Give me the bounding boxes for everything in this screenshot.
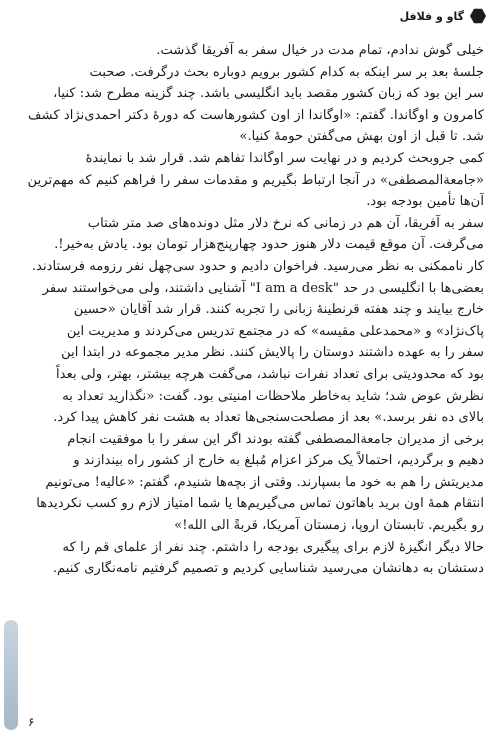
running-header (400, 8, 486, 24)
text-line: بالای ده نفر برسد.» بعد از مصلحت‌سنجی‌ها تعداد به هشت نفر کاهش پیدا کرد. (53, 410, 484, 426)
text-line: جلسهٔ بعد بر سر اینکه به کدام کشور برویم دوباره بحث درگرفت. صحبت (89, 64, 484, 80)
text-line: خیلی گوش ندادم، تمام مدت در خیال سفر به آفریقا گذشت. (156, 43, 484, 58)
text-line: برخی از مدیران جامعة‌المصطفی گفته بودند اگر این سفر را با موفقیت انجام (67, 431, 484, 447)
text-line: نظرش عوض شد؛ شاید به‌خاطر ملاحظات امنیتی بود. گفت: «نگذارید تعداد به (62, 388, 484, 404)
body-text (22, 40, 484, 580)
text-line: کار ناممکنی به نظر می‌رسید. فراخوان دادیم و حدود سی‌چهل نفر رزومه فرستادند. (31, 258, 484, 274)
text-line: «جامعة‌المصطفی» در آنجا ارتباط بگیریم و مقدمات سفر را فراهم کنیم که مهم‌ترین (27, 172, 484, 188)
watermark-logo-icon (4, 620, 18, 730)
text-line: خارج بیایند و چند هفته قرنطینهٔ زبانی را تجربه کنند. قرار شد آقایان «حسین (73, 302, 484, 318)
header-title: گاو و فلافل (399, 9, 464, 23)
text-line: کامرون و اوگاندا. گفتم: «اوگاندا از اون کشورهاست که دورهٔ دکتر احمدی‌نژاد کشف (27, 107, 484, 123)
text-line: دستشان به دهانشان می‌رسید شناسایی کردیم و تصمیم گرفتیم نامه‌نگاری کنیم. (52, 561, 484, 577)
text-line: آن‌ها تأمین بودجه بود. (366, 194, 484, 210)
text-line: سر این بود که زبان کشور مقصد باید انگلیسی باشد. چند گزینه مطرح شد: کنیا، (53, 86, 484, 102)
text-line: مدیریتش را هم به خود ما بسپارند. وقتی از بچه‌ها شنیدم، گفتم: «عالیه! می‌تونیم (45, 474, 484, 490)
text-line: پاک‌نژاد» و «محمدعلی مقیسه» که در مجتمع تدریس می‌کردند و مدیریت این (66, 323, 484, 339)
page-number: ۶ (28, 715, 35, 729)
text-line: سفر به آفریقا، آن هم در زمانی که نرخ دلار مثل دونده‌های صد متر شتاب (87, 215, 484, 231)
text-line: کمی جروبحث کردیم و در نهایت سر اوگاندا تفاهم شد. قرار شد با نمایندهٔ (85, 150, 484, 166)
text-line: سفر را به عهده داشتند دوستان را پالایش کنند. نظر مدیر مجموعه در ابتدا این (61, 345, 484, 361)
text-line: دهیم و برگردیم، احتمالاً یک مرکز اعزام مُبلغ به خارج از کشور راه بیندازند و (73, 453, 484, 469)
text-line: رو بگیریم. تابستان اروپا، زمستان آمریکا، قربةً الی الله!» (174, 518, 484, 534)
text-line: می‌گرفت. آن موقع قیمت دلار هنوز حدود چهارپنج‌هزار تومان بود. یادش به‌خیر!. (54, 237, 484, 253)
hexagon-icon (470, 8, 486, 24)
text-line: انتقام همهٔ اون برید باهاتون تماس می‌گیریم‌ها یا شما امتیاز لازم رو کسب نکردیدها (36, 496, 484, 512)
text-line: حالا دیگر انگیزهٔ لازم برای پیگیری بودجه را داشتم. چند نفر از علمای قم را که (62, 539, 484, 555)
text-line: شد. تا قبل از اون بهش می‌گفتن حومهٔ کنیا.» (239, 129, 484, 145)
text-line: بود که محدودیتی برای تعداد نفرات نباشد، می‌گفت هرچه بیشتر، بهتر، ولی بعداً (56, 366, 484, 382)
publisher-watermark (2, 600, 20, 730)
text-line: بعضی‌ها با انگلیسی در حد "I am a desk" آشنایی داشتند، ولی می‌خواستند سفر (42, 280, 484, 296)
